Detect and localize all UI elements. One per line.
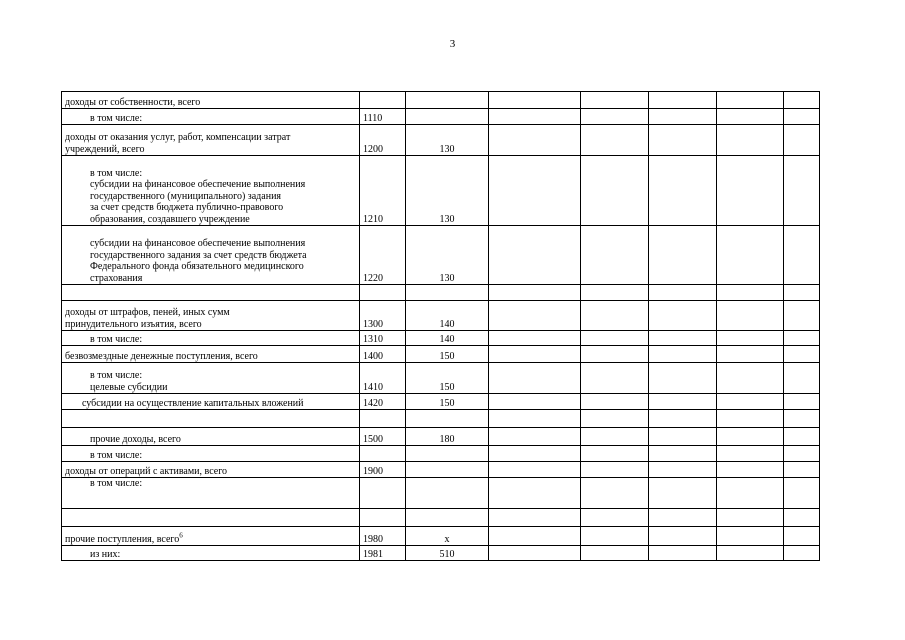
value-cell — [717, 410, 784, 428]
table-row — [62, 226, 820, 285]
row-kosgu — [406, 478, 489, 509]
row-kosgu — [406, 509, 489, 527]
row-label — [62, 546, 360, 561]
value-cell — [581, 363, 649, 394]
value-cell — [784, 301, 820, 331]
row-kosgu — [406, 446, 489, 462]
row-kosgu: 150 — [406, 346, 489, 363]
value-cell — [649, 301, 717, 331]
row-label-line: доходы от операций с активами, всего — [65, 465, 228, 477]
row-kosgu: 130 — [406, 226, 489, 285]
value-cell — [649, 331, 717, 346]
value-cell — [784, 446, 820, 462]
table-row — [62, 446, 820, 462]
value-cell — [649, 546, 717, 561]
row-label-line: субсидии на финансовое обеспечение выполнения — [90, 238, 306, 249]
row-code: 1210 — [360, 156, 406, 226]
row-label-line: субсидии на финансовое обеспечение выполнения — [90, 179, 306, 190]
row-code: 1900 — [360, 462, 406, 478]
table-row — [62, 156, 820, 226]
value-cell — [489, 285, 581, 301]
row-kosgu: 140 — [406, 331, 489, 346]
row-code: 1110 — [360, 109, 406, 125]
row-label — [62, 331, 360, 346]
row-label-line: Федерального фонда обязательного медицинского — [90, 261, 304, 272]
row-label-line: страхования — [90, 272, 143, 284]
row-label — [62, 109, 360, 125]
value-cell — [581, 226, 649, 285]
row-code: 1500 — [360, 428, 406, 446]
row-code — [360, 509, 406, 527]
row-kosgu — [406, 92, 489, 109]
table-row — [62, 478, 820, 509]
value-cell — [581, 109, 649, 125]
row-label — [62, 527, 360, 546]
value-cell — [581, 331, 649, 346]
value-cell — [581, 527, 649, 546]
table-row — [62, 527, 820, 546]
row-label — [62, 226, 360, 285]
value-cell — [784, 462, 820, 478]
value-cell — [649, 462, 717, 478]
row-label-line: образования, создавшего учреждение — [90, 213, 250, 225]
value-cell — [489, 546, 581, 561]
value-cell — [581, 92, 649, 109]
row-code — [360, 410, 406, 428]
row-kosgu: 130 — [406, 156, 489, 226]
value-cell — [489, 478, 581, 509]
value-cell — [489, 92, 581, 109]
table-body — [62, 92, 820, 561]
value-cell — [717, 428, 784, 446]
value-cell — [489, 410, 581, 428]
value-cell — [489, 156, 581, 226]
value-cell — [581, 285, 649, 301]
row-label-line — [65, 515, 356, 527]
value-cell — [581, 478, 649, 509]
value-cell — [717, 109, 784, 125]
value-cell — [581, 301, 649, 331]
row-label — [62, 346, 360, 363]
value-cell — [717, 509, 784, 527]
row-label-line: в том числе: — [90, 370, 143, 381]
row-label-line: в том числе: — [90, 478, 143, 489]
table-row — [62, 346, 820, 363]
row-kosgu: 150 — [406, 363, 489, 394]
row-label-line: целевые субсидии — [90, 381, 168, 393]
page-number: 3 — [449, 38, 456, 50]
value-cell — [581, 446, 649, 462]
row-label-line: за счет средств бюджета публично-правового — [90, 202, 284, 213]
value-cell — [784, 363, 820, 394]
table-row — [62, 394, 820, 410]
value-cell — [649, 226, 717, 285]
value-cell — [581, 509, 649, 527]
value-cell — [784, 428, 820, 446]
row-label-line — [65, 289, 356, 301]
value-cell — [717, 125, 784, 156]
value-cell — [649, 446, 717, 462]
row-label — [62, 410, 360, 428]
row-code: 1200 — [360, 125, 406, 156]
value-cell — [649, 478, 717, 509]
table-row — [62, 125, 820, 156]
row-label — [62, 156, 360, 226]
row-label — [62, 363, 360, 394]
row-label — [62, 394, 360, 410]
row-label-line: в том числе: — [90, 333, 143, 345]
row-label — [62, 125, 360, 156]
value-cell — [489, 527, 581, 546]
row-kosgu: х — [406, 527, 489, 546]
value-cell — [784, 394, 820, 410]
row-label-line: из них: — [90, 548, 121, 560]
value-cell — [489, 509, 581, 527]
value-cell — [489, 226, 581, 285]
table-row — [62, 331, 820, 346]
row-label-line: государственного (муниципального) задания — [90, 190, 282, 202]
row-code — [360, 92, 406, 109]
row-kosgu — [406, 410, 489, 428]
value-cell — [489, 446, 581, 462]
value-cell — [784, 285, 820, 301]
value-cell — [581, 462, 649, 478]
value-cell — [489, 125, 581, 156]
row-code: 1410 — [360, 363, 406, 394]
value-cell — [489, 109, 581, 125]
row-kosgu: 180 — [406, 428, 489, 446]
row-label-line: субсидии на осуществление капитальных вложений — [82, 397, 304, 409]
table-row — [62, 428, 820, 446]
value-cell — [784, 410, 820, 428]
row-label-line: в том числе: — [90, 167, 143, 179]
table-row — [62, 301, 820, 331]
value-cell — [489, 301, 581, 331]
value-cell — [489, 462, 581, 478]
value-cell — [489, 346, 581, 363]
value-cell — [649, 527, 717, 546]
value-cell — [581, 394, 649, 410]
row-code — [360, 446, 406, 462]
value-cell — [649, 346, 717, 363]
value-cell — [717, 92, 784, 109]
row-code: 1220 — [360, 226, 406, 285]
table-row — [62, 109, 820, 125]
row-code: 1400 — [360, 346, 406, 363]
row-code: 1300 — [360, 301, 406, 331]
row-kosgu: 130 — [406, 125, 489, 156]
row-kosgu — [406, 109, 489, 125]
value-cell — [489, 394, 581, 410]
row-label-line: принудительного изъятия, всего — [65, 318, 202, 330]
value-cell — [717, 363, 784, 394]
value-cell — [489, 428, 581, 446]
table-row — [62, 509, 820, 527]
value-cell — [717, 462, 784, 478]
row-label-line: прочие доходы, всего — [90, 433, 181, 445]
row-label-line: учреждений, всего — [65, 143, 145, 155]
row-label-line: в том числе: — [90, 112, 143, 124]
value-cell — [784, 92, 820, 109]
value-cell — [649, 509, 717, 527]
value-cell — [717, 546, 784, 561]
row-label-line: доходы от собственности, всего — [65, 96, 201, 108]
value-cell — [649, 156, 717, 226]
value-cell — [717, 301, 784, 331]
value-cell — [649, 428, 717, 446]
row-code — [360, 285, 406, 301]
row-kosgu — [406, 462, 489, 478]
value-cell — [581, 156, 649, 226]
budget-table — [61, 91, 820, 561]
footnote-mark: 6 — [179, 531, 183, 540]
value-cell — [784, 109, 820, 125]
table-row — [62, 546, 820, 561]
value-cell — [717, 156, 784, 226]
row-label-line: доходы от штрафов, пеней, иных сумм — [65, 307, 230, 318]
value-cell — [784, 527, 820, 546]
value-cell — [649, 92, 717, 109]
value-cell — [717, 446, 784, 462]
row-code: 1420 — [360, 394, 406, 410]
value-cell — [649, 394, 717, 410]
row-label — [62, 462, 360, 478]
row-label-line: доходы от оказания услуг, работ, компенсации затрат — [65, 132, 291, 143]
value-cell — [649, 285, 717, 301]
value-cell — [717, 226, 784, 285]
row-label-line: государственного задания за счет средств бюджета — [90, 249, 307, 261]
value-cell — [717, 285, 784, 301]
table-row — [62, 363, 820, 394]
row-kosgu: 510 — [406, 546, 489, 561]
row-kosgu — [406, 285, 489, 301]
value-cell — [717, 394, 784, 410]
row-kosgu: 150 — [406, 394, 489, 410]
row-label — [62, 428, 360, 446]
value-cell — [581, 346, 649, 363]
value-cell — [784, 546, 820, 561]
value-cell — [784, 509, 820, 527]
value-cell — [717, 346, 784, 363]
value-cell — [649, 109, 717, 125]
row-label — [62, 285, 360, 301]
value-cell — [784, 478, 820, 509]
table-row — [62, 285, 820, 301]
row-label — [62, 92, 360, 109]
value-cell — [784, 226, 820, 285]
row-code: 1981 — [360, 546, 406, 561]
value-cell — [784, 331, 820, 346]
value-cell — [581, 125, 649, 156]
table-row — [62, 92, 820, 109]
value-cell — [581, 546, 649, 561]
row-label — [62, 478, 360, 509]
row-kosgu: 140 — [406, 301, 489, 331]
value-cell — [649, 125, 717, 156]
row-code: 1310 — [360, 331, 406, 346]
row-label-line: в том числе: — [90, 449, 143, 461]
value-cell — [489, 363, 581, 394]
value-cell — [717, 527, 784, 546]
row-label-line: прочие поступления, всего$^6$ — [65, 531, 183, 545]
table-row — [62, 410, 820, 428]
value-cell — [649, 410, 717, 428]
row-label-line — [65, 416, 356, 428]
value-cell — [717, 331, 784, 346]
value-cell — [784, 125, 820, 156]
row-label — [62, 301, 360, 331]
row-label — [62, 446, 360, 462]
value-cell — [649, 363, 717, 394]
row-label-line: безвозмездные денежные поступления, всего — [65, 350, 258, 362]
value-cell — [581, 428, 649, 446]
row-code: 1980 — [360, 527, 406, 546]
value-cell — [717, 478, 784, 509]
table-row — [62, 462, 820, 478]
value-cell — [784, 156, 820, 226]
row-code — [360, 478, 406, 509]
value-cell — [489, 331, 581, 346]
row-label — [62, 509, 360, 527]
value-cell — [581, 410, 649, 428]
value-cell — [784, 346, 820, 363]
